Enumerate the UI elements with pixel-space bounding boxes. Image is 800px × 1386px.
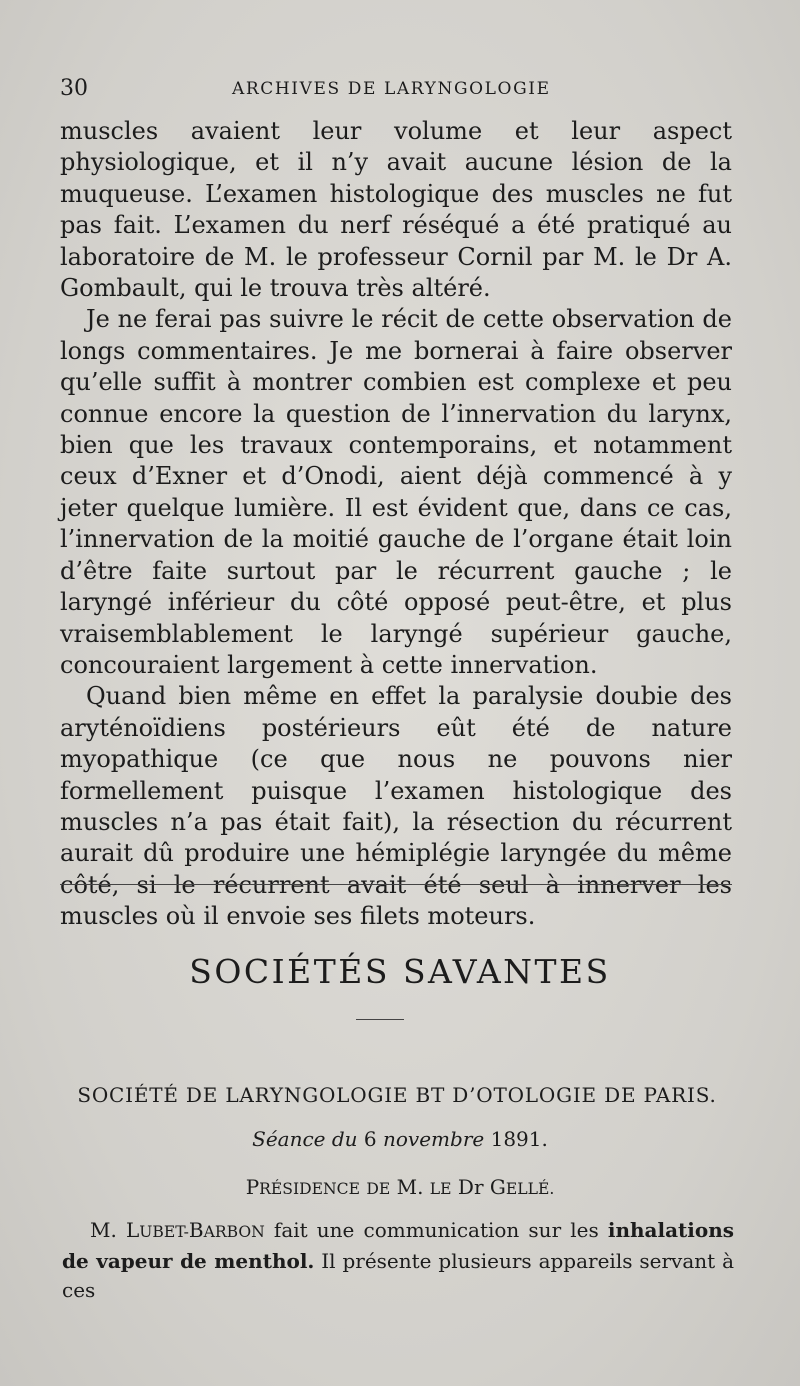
session-label: Séance du <box>252 1127 358 1151</box>
session-year: 1891. <box>490 1127 548 1151</box>
presidency-m: M. <box>396 1175 424 1199</box>
running-title: ARCHIVES DE LARYNGOLOGIE <box>232 79 551 99</box>
minutes-text-2: Il présente plusieurs appareils servant à ces <box>62 1249 734 1302</box>
presidency-cap: P <box>245 1175 260 1199</box>
page-number: 30 <box>60 76 88 101</box>
speaker-l-rest: UBET- <box>139 1223 189 1241</box>
minutes-text-1: fait une communication sur les <box>273 1218 599 1242</box>
presidency-de: DE <box>366 1180 391 1198</box>
speaker-title: M. <box>90 1218 117 1242</box>
minutes-paragraph <box>62 1216 734 1305</box>
society-heading: SOCIÉTÉ DE LARYNGOLOGIE BT D’OTOLOGIE DE PARIS. <box>77 1083 717 1107</box>
title-underline <box>356 1019 404 1020</box>
paragraph-continuation: muscles avaient leur volume et leur aspect physiologique, et il n’y avait aucune lésion de la muqueuse. L’examen histologique des muscles ne fut pas fait. L’examen du nerf réséqué a été pratiqué au laboratoire de M. le professeur Cornil par M. le Dr A. Gombault, qui le trouva très altéré. <box>60 117 732 303</box>
session-day: 6 <box>363 1127 377 1151</box>
section-title: SOCIÉTÉS SAVANTES <box>189 952 611 991</box>
speaker-b-cap: B <box>188 1218 204 1242</box>
paragraph-conclusion: Quand bien même en effet la paralysie doubie des aryténoïdiens postérieurs eût été de nature myopathique (ce que nous ne pouvons nier formellement puisque l’examen histologique des muscles n’a pas était fait), la résection du récurrent aurait dû produire une hémiplégie laryngée du même côté, si le récurrent avait été seul à innerver les muscles où il envoie ses filets moteurs. <box>60 682 732 931</box>
section-divider <box>60 884 732 885</box>
paragraph-commentary: Je ne ferai pas suivre le récit de cette observation de longs commentaires. Je me bornerai à faire observer qu’elle suffit à montrer combien est complexe et peu connue encore la question de l’innervation du larynx, bien que les travaux contemporains, et notamment ceux d’Exner et d’Onodi, aient déjà commencé à y jeter quelque lumière. Il est évident que, dans ce cas, l’innervation de la moitié gauche de l’organe était loin d’être faite surtout par le récurrent gauche ; le laryngé inférieur du côté opposé peut-être, et plus vraisemblablement le laryngé supérieur gauche, concouraient largement à cette innervation. <box>60 305 732 679</box>
body-text <box>60 116 732 933</box>
president-name-rest: ELLÉ. <box>505 1180 555 1198</box>
session-date <box>0 1127 800 1151</box>
presidency-le: LE <box>429 1180 452 1198</box>
presidency-rest: RÉSIDENCE <box>259 1180 360 1198</box>
presidency-dr: Dr <box>457 1175 484 1199</box>
speaker-b-rest: ARBON <box>203 1223 265 1241</box>
running-header <box>60 76 734 106</box>
minutes-bold-topic: inhalations de vapeur de menthol. <box>62 1218 735 1273</box>
presidency-line <box>0 1175 800 1199</box>
session-month: novembre <box>383 1127 485 1151</box>
speaker-l-cap: L <box>125 1218 140 1242</box>
president-name-cap: G <box>489 1175 506 1199</box>
